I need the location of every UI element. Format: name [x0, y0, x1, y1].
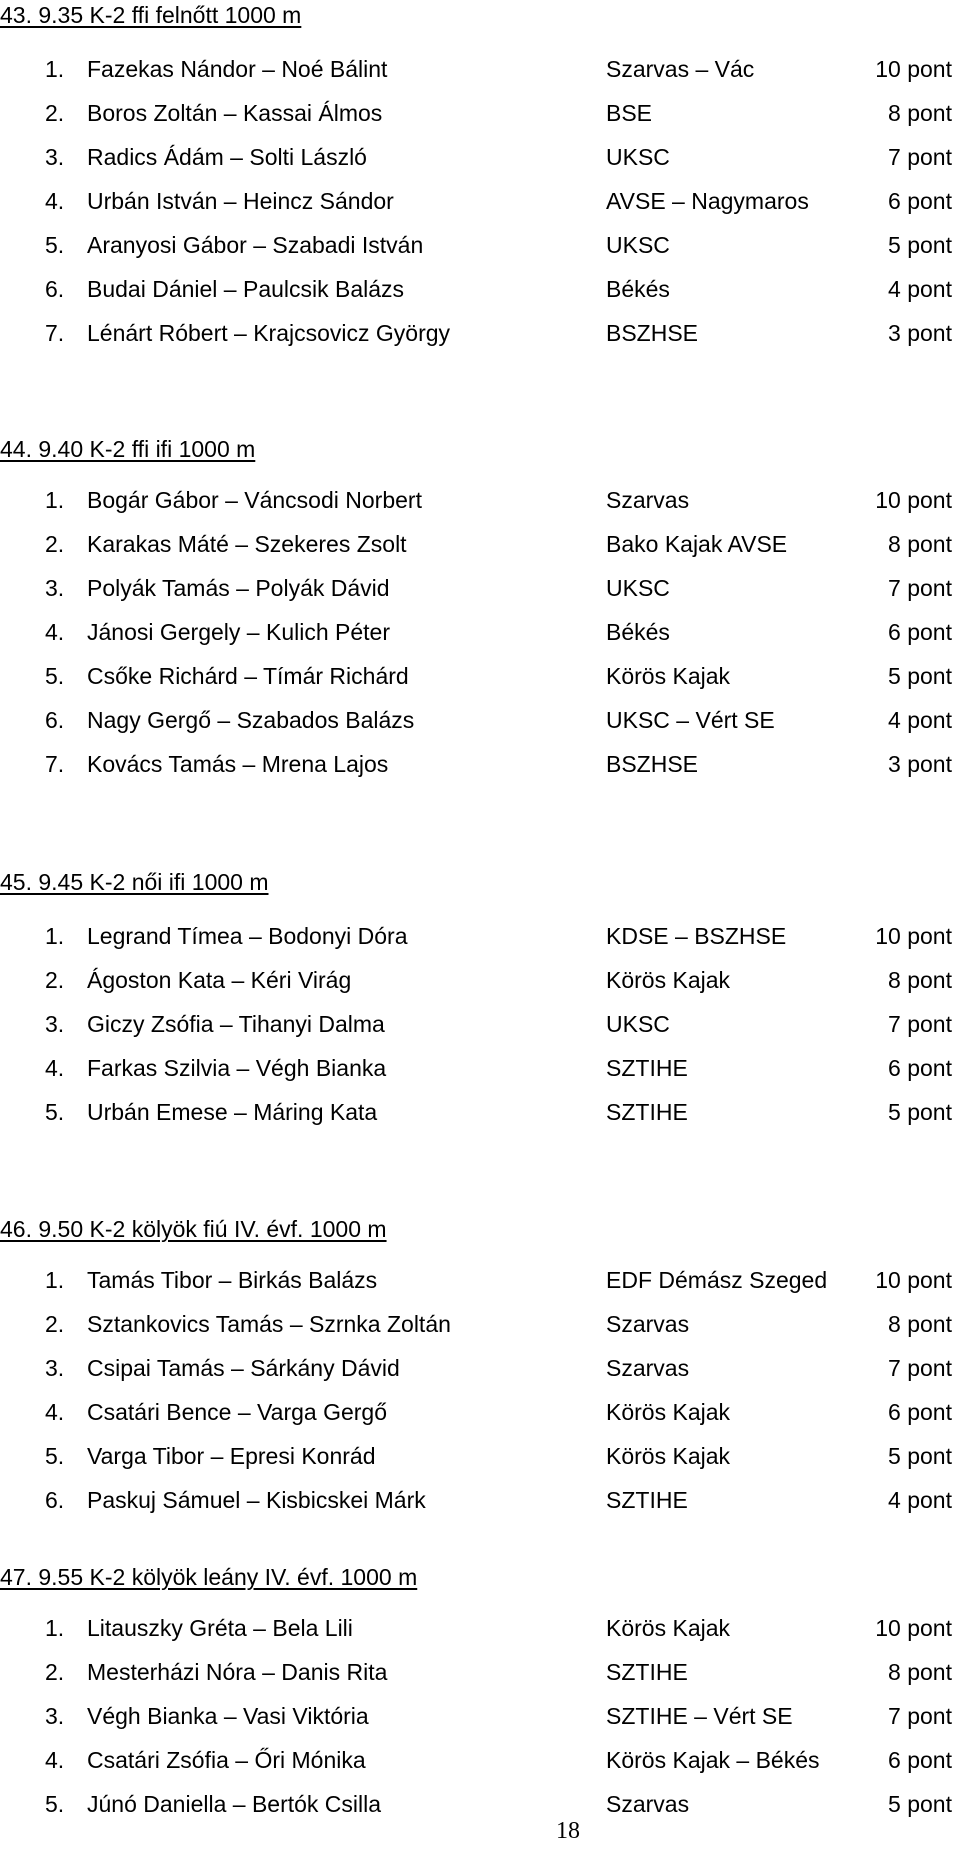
club-name: Szarvas — [606, 1355, 690, 1381]
result-row — [0, 232, 960, 262]
crew-names: Kovács Tamás – Mrena Lajos — [87, 751, 389, 777]
club-name: UKSC — [606, 144, 670, 170]
place-number: 5. — [45, 1099, 65, 1125]
place-number: 4. — [45, 188, 65, 214]
crew-names: Farkas Szilvia – Végh Bianka — [87, 1055, 387, 1081]
place-number: 4. — [45, 619, 65, 645]
result-row — [0, 1487, 960, 1517]
crew-names: Aranyosi Gábor – Szabadi István — [87, 232, 424, 258]
crew-names: Jánosi Gergely – Kulich Péter — [87, 619, 390, 645]
points-value: 8 pont — [888, 967, 952, 993]
result-row — [0, 1791, 960, 1821]
result-row — [0, 575, 960, 605]
points-value: 5 pont — [888, 1443, 952, 1469]
place-number: 2. — [45, 100, 65, 126]
place-number: 3. — [45, 1703, 65, 1729]
result-row — [0, 751, 960, 781]
club-name: SZTIHE — [606, 1487, 688, 1513]
points-value: 6 pont — [888, 1399, 952, 1425]
result-row — [0, 1399, 960, 1429]
points-value: 10 pont — [875, 1267, 952, 1293]
points-value: 6 pont — [888, 1747, 952, 1773]
points-value: 4 pont — [888, 707, 952, 733]
crew-names: Mesterházi Nóra – Danis Rita — [87, 1659, 388, 1685]
club-name: BSZHSE — [606, 320, 699, 346]
result-row — [0, 487, 960, 517]
points-value: 3 pont — [888, 751, 952, 777]
crew-names: Sztankovics Tamás – Szrnka Zoltán — [87, 1311, 451, 1337]
points-value: 10 pont — [875, 487, 952, 513]
points-value: 7 pont — [888, 1011, 952, 1037]
club-name: SZTIHE — [606, 1659, 688, 1685]
points-value: 6 pont — [888, 619, 952, 645]
result-row — [0, 1659, 960, 1689]
crew-names: Legrand Tímea – Bodonyi Dóra — [87, 923, 408, 949]
result-row — [0, 276, 960, 306]
place-number: 2. — [45, 531, 65, 557]
club-name: Bako Kajak AVSE — [606, 531, 788, 557]
result-row — [0, 1747, 960, 1777]
club-name: EDF Démász Szeged — [606, 1267, 828, 1293]
points-value: 5 pont — [888, 232, 952, 258]
crew-names: Csőke Richárd – Tímár Richárd — [87, 663, 409, 689]
points-value: 3 pont — [888, 320, 952, 346]
crew-names: Polyák Tamás – Polyák Dávid — [87, 575, 390, 601]
club-name: Békés — [606, 276, 670, 302]
crew-names: Boros Zoltán – Kassai Álmos — [87, 100, 383, 126]
club-name: Körös Kajak — [606, 663, 731, 689]
crew-names: Giczy Zsófia – Tihanyi Dalma — [87, 1011, 385, 1037]
club-name: SZTIHE — [606, 1055, 688, 1081]
crew-names: Radics Ádám – Solti László — [87, 144, 367, 170]
result-row — [0, 707, 960, 737]
crew-names: Fazekas Nándor – Noé Bálint — [87, 56, 388, 82]
place-number: 1. — [45, 487, 65, 513]
points-value: 10 pont — [875, 1615, 952, 1641]
section-heading: 45. 9.45 K-2 női ifi 1000 m — [0, 869, 269, 895]
points-value: 10 pont — [875, 56, 952, 82]
place-number: 5. — [45, 663, 65, 689]
crew-names: Karakas Máté – Szekeres Zsolt — [87, 531, 407, 557]
result-row — [0, 1055, 960, 1085]
club-name: AVSE – Nagymaros — [606, 188, 809, 214]
result-row — [0, 619, 960, 649]
result-row — [0, 100, 960, 130]
result-row — [0, 188, 960, 218]
section-heading: 44. 9.40 K-2 ffi ifi 1000 m — [0, 436, 256, 462]
points-value: 7 pont — [888, 1703, 952, 1729]
points-value: 4 pont — [888, 276, 952, 302]
club-name: Szarvas — [606, 487, 690, 513]
crew-names: Csipai Tamás – Sárkány Dávid — [87, 1355, 400, 1381]
result-row — [0, 531, 960, 561]
crew-names: Ágoston Kata – Kéri Virág — [87, 967, 352, 993]
place-number: 5. — [45, 232, 65, 258]
result-row — [0, 1443, 960, 1473]
result-row — [0, 967, 960, 997]
result-row — [0, 663, 960, 693]
crew-names: Urbán Emese – Máring Kata — [87, 1099, 378, 1125]
result-row — [0, 1355, 960, 1385]
place-number: 6. — [45, 707, 65, 733]
result-row — [0, 1099, 960, 1129]
crew-names: Csatári Zsófia – Őri Mónika — [87, 1747, 366, 1773]
club-name: Körös Kajak — [606, 1399, 731, 1425]
club-name: KDSE – BSZHSE — [606, 923, 787, 949]
club-name: Szarvas — [606, 1311, 690, 1337]
place-number: 1. — [45, 56, 65, 82]
place-number: 7. — [45, 320, 65, 346]
place-number: 4. — [45, 1399, 65, 1425]
club-name: Körös Kajak — [606, 967, 731, 993]
place-number: 1. — [45, 1615, 65, 1641]
result-row — [0, 1703, 960, 1733]
points-value: 8 pont — [888, 1311, 952, 1337]
crew-names: Tamás Tibor – Birkás Balázs — [87, 1267, 378, 1293]
place-number: 3. — [45, 144, 65, 170]
club-name: Körös Kajak — [606, 1443, 731, 1469]
points-value: 7 pont — [888, 575, 952, 601]
crew-names: Lénárt Róbert – Krajcsovicz György — [87, 320, 451, 346]
page-number: 18 — [556, 1818, 580, 1844]
points-value: 8 pont — [888, 531, 952, 557]
points-value: 10 pont — [875, 923, 952, 949]
points-value: 6 pont — [888, 1055, 952, 1081]
points-value: 7 pont — [888, 1355, 952, 1381]
place-number: 2. — [45, 967, 65, 993]
place-number: 3. — [45, 575, 65, 601]
club-name: Békés — [606, 619, 670, 645]
result-row — [0, 1267, 960, 1297]
club-name: Szarvas – Vác — [606, 56, 755, 82]
place-number: 2. — [45, 1659, 65, 1685]
crew-names: Paskuj Sámuel – Kisbicskei Márk — [87, 1487, 426, 1513]
place-number: 3. — [45, 1355, 65, 1381]
result-row — [0, 320, 960, 350]
place-number: 3. — [45, 1011, 65, 1037]
place-number: 5. — [45, 1791, 65, 1817]
place-number: 1. — [45, 1267, 65, 1293]
section-heading: 46. 9.50 K-2 kölyök fiú IV. évf. 1000 m — [0, 1216, 387, 1242]
result-row — [0, 1311, 960, 1341]
points-value: 6 pont — [888, 188, 952, 214]
crew-names: Nagy Gergő – Szabados Balázs — [87, 707, 415, 733]
place-number: 7. — [45, 751, 65, 777]
crew-names: Varga Tibor – Epresi Konrád — [87, 1443, 376, 1469]
crew-names: Budai Dániel – Paulcsik Balázs — [87, 276, 405, 302]
crew-names: Végh Bianka – Vasi Viktória — [87, 1703, 369, 1729]
points-value: 7 pont — [888, 144, 952, 170]
club-name: UKSC – Vért SE — [606, 707, 775, 733]
result-row — [0, 923, 960, 953]
points-value: 5 pont — [888, 663, 952, 689]
section-heading: 47. 9.55 K-2 kölyök leány IV. évf. 1000 m — [0, 1564, 418, 1590]
result-row — [0, 1615, 960, 1645]
crew-names: Bogár Gábor – Váncsodi Norbert — [87, 487, 422, 513]
place-number: 4. — [45, 1747, 65, 1773]
crew-names: Urbán István – Heincz Sándor — [87, 188, 394, 214]
result-row — [0, 1011, 960, 1041]
points-value: 4 pont — [888, 1487, 952, 1513]
club-name: UKSC — [606, 232, 670, 258]
club-name: Körös Kajak – Békés — [606, 1747, 820, 1773]
club-name: Körös Kajak — [606, 1615, 731, 1641]
crew-names: Csatári Bence – Varga Gergő — [87, 1399, 388, 1425]
club-name: Szarvas — [606, 1791, 690, 1817]
result-row — [0, 56, 960, 86]
place-number: 2. — [45, 1311, 65, 1337]
crew-names: Litauszky Gréta – Bela Lili — [87, 1615, 353, 1641]
crew-names: Júnó Daniella – Bertók Csilla — [87, 1791, 382, 1817]
place-number: 5. — [45, 1443, 65, 1469]
result-row — [0, 144, 960, 174]
club-name: SZTIHE – Vért SE — [606, 1703, 793, 1729]
points-value: 8 pont — [888, 1659, 952, 1685]
club-name: BSE — [606, 100, 653, 126]
place-number: 6. — [45, 276, 65, 302]
club-name: UKSC — [606, 1011, 670, 1037]
club-name: BSZHSE — [606, 751, 699, 777]
section-heading: 43. 9.35 K-2 ffi felnőtt 1000 m — [0, 2, 302, 28]
points-value: 8 pont — [888, 100, 952, 126]
place-number: 4. — [45, 1055, 65, 1081]
points-value: 5 pont — [888, 1099, 952, 1125]
place-number: 1. — [45, 923, 65, 949]
place-number: 6. — [45, 1487, 65, 1513]
club-name: SZTIHE — [606, 1099, 688, 1125]
club-name: UKSC — [606, 575, 670, 601]
points-value: 5 pont — [888, 1791, 952, 1817]
